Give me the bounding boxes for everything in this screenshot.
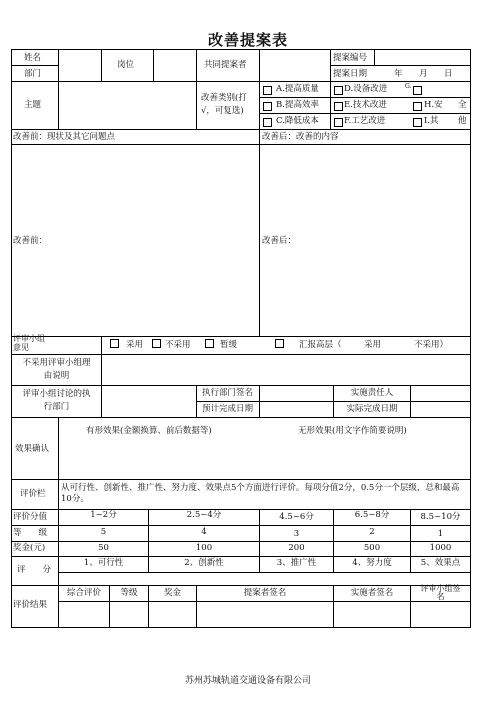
grid-line [11,129,470,130]
checkbox-other-g[interactable] [413,86,422,95]
checkbox-postpone[interactable] [205,339,214,348]
exec-dept-label-line1: 评审小组讨论的执 [22,389,91,399]
score-value-3: 4.5~6分 [279,512,314,522]
result-header-implementer-sign: 实施者签名 [350,588,394,598]
level-value-3: 3 [293,529,300,539]
review-label-line2: 意见 [13,343,29,352]
grid-line [11,541,470,542]
proposal-no-field[interactable] [375,50,469,64]
prize-label: 奖金(元) [13,543,46,553]
grid-line [11,627,470,628]
evaluation-label: 评价栏 [20,489,46,499]
result-header-group-sign-line1: 评审小组签 [420,584,461,593]
actual-date-label: 实际完成日期 [346,404,398,414]
level-label: 等 级 [13,528,48,538]
grid-line [11,49,12,628]
plan-date-label: 预计完成日期 [201,404,253,414]
report-reject-label: 不采用） [414,340,449,350]
checkbox-reduce-cost[interactable] [263,118,272,127]
after-header: 改善后：改善的内容 [262,132,339,142]
option-c-label: C.降低成本 [276,116,319,126]
proposal-no-label: 提案编号 [333,53,368,63]
option-e-label: E.技术改进 [344,100,387,110]
result-prize-field[interactable] [149,602,195,626]
actual-date-field[interactable] [411,402,469,416]
grid-line [330,49,331,129]
category-label-line1: 改善类别(打 [201,93,247,103]
report-adopt-label: 采用 [364,340,382,350]
grid-line [11,479,470,480]
checkbox-improve-efficiency[interactable] [263,102,272,111]
year-label: 年 [394,69,403,79]
grid-line [330,65,470,66]
tangible-effect-label: 有形效果(金额换算、前后数据等) [86,426,212,436]
result-header-group-sign-line2: 名 [436,592,445,601]
prize-value-1: 50 [98,543,109,553]
checkbox-safety[interactable] [413,102,422,111]
result-label: 评价结果 [13,600,48,610]
exec-sign-label: 执行部门签名 [201,388,253,398]
criteria-5: 5、效果点 [420,558,461,568]
exec-sign-field[interactable] [260,386,332,400]
after-label: 改善后： [262,236,297,246]
reject-reason-field[interactable] [102,355,469,384]
checkbox-process[interactable] [334,118,343,127]
result-header-overall: 综合评价 [66,588,101,598]
topic-field[interactable] [59,82,195,128]
co-proposer-field[interactable] [260,50,329,80]
post-label: 岗位 [117,60,135,70]
prize-value-5: 1000 [429,543,452,553]
effect-label: 效果确认 [15,444,50,454]
effect-field[interactable] [59,438,469,478]
grid-line [196,49,197,129]
result-overall-field[interactable] [59,602,108,626]
reject-label: 不采用 [165,340,191,350]
day-label: 日 [444,69,453,79]
grid-line [11,336,470,337]
grid-line [11,585,470,586]
level-value-4: 2 [369,527,375,537]
option-g-label: G. [405,83,412,90]
plan-date-field[interactable] [260,402,332,416]
company-footer: 苏州苏城轨道交通设备有限公司 [184,676,311,686]
result-group-sign-field[interactable] [411,602,469,626]
score-value-4: 6.5~8分 [354,510,390,520]
proposal-date-label: 提案日期 [333,69,368,79]
grid-line [101,49,102,81]
level-value-1: 5 [100,527,107,537]
co-proposer-label: 共同提案者 [204,60,247,70]
criteria-label: 评 分 [17,565,52,575]
month-label: 月 [419,69,428,79]
option-i-label-end: 他 [458,116,467,126]
checkbox-report[interactable] [275,339,284,348]
checkbox-equipment[interactable] [334,86,343,95]
result-header-level: 等级 [120,588,138,598]
grid-line [11,65,59,66]
before-header: 改善前：现状及其它问题点 [13,132,116,142]
report-label: 汇报高层（ [299,340,342,350]
prize-value-2: 100 [195,543,213,553]
dept-label: 部门 [24,69,42,79]
score-label: 评价分值 [13,512,48,522]
owner-field[interactable] [411,386,469,400]
score-value-2: 2.5~4分 [186,510,222,520]
evaluation-description: 从可行性、创新性、推广性、努力度、效果点5个方面进行评价。每项分值2分，0.5分一个层级，总和最高10分。 [61,483,460,504]
owner-label: 实施责任人 [350,388,394,398]
grid-line [11,385,470,386]
grid-line [101,336,102,354]
before-label: 改善前： [13,236,48,246]
grid-line [11,525,470,526]
result-implementer-sign-field[interactable] [334,602,409,626]
checkbox-other[interactable] [413,118,422,127]
topic-label: 主题 [24,100,42,110]
grid-line [470,49,471,628]
post-field[interactable] [154,50,195,80]
dept-field[interactable] [59,66,100,80]
option-a-label: A.提高质量 [276,84,319,94]
level-value-5: 1 [437,529,444,539]
result-header-prize: 奖金 [163,588,181,598]
postpone-label: 暂缓 [220,340,238,350]
option-h-label: H.安 [424,100,443,110]
checkbox-adopt[interactable] [110,339,119,348]
name-field[interactable] [59,50,100,64]
form-title: 改善提案表 [207,31,288,49]
grid-line [11,556,470,557]
intangible-effect-label: 无形效果(用文字作简要说明) [298,426,407,436]
exec-dept-label-line2: 行部门 [43,402,70,412]
name-label: 姓名 [24,53,42,63]
option-i-label: I.其 [424,116,439,126]
reject-reason-label-line1: 不采用评审小组理 [22,358,91,368]
checkbox-reject[interactable] [152,339,161,348]
prize-value-3: 200 [288,543,305,553]
checkbox-technology[interactable] [334,102,343,111]
result-proposer-sign-field[interactable] [197,602,332,626]
grid-line [58,572,470,573]
before-content-area[interactable] [12,145,258,335]
score-value-1: 1~2分 [90,510,117,520]
review-label-line1: 评审小组 [13,334,45,343]
grid-line [259,113,470,114]
result-level-field[interactable] [110,602,147,626]
checkbox-improve-quality[interactable] [263,86,272,95]
result-header-proposer-sign: 提案者签名 [243,588,287,598]
option-f-label: F.工艺改进 [344,116,386,126]
prize-value-4: 500 [363,543,381,553]
criteria-4: 4、努力度 [352,558,392,568]
option-b-label: B.提高效率 [276,100,319,110]
option-h-label-end: 全 [458,100,467,110]
grid-line [259,97,470,98]
category-label-line2: √，可复选) [201,106,244,116]
score-value-5: 8.5~10分 [420,512,461,522]
reject-reason-label-line2: 由说明 [43,371,70,381]
grid-line [11,417,470,418]
criteria-1: 1、可行性 [83,558,124,568]
criteria-2: 2、创新性 [184,558,224,568]
after-content-area[interactable] [260,145,469,335]
exec-dept-field[interactable] [102,386,195,416]
adopt-label: 采用 [126,340,144,350]
criteria-3: 3、推广性 [276,558,317,568]
option-d-label: D.设备改进 [344,84,388,94]
level-value-2: 4 [201,527,207,537]
